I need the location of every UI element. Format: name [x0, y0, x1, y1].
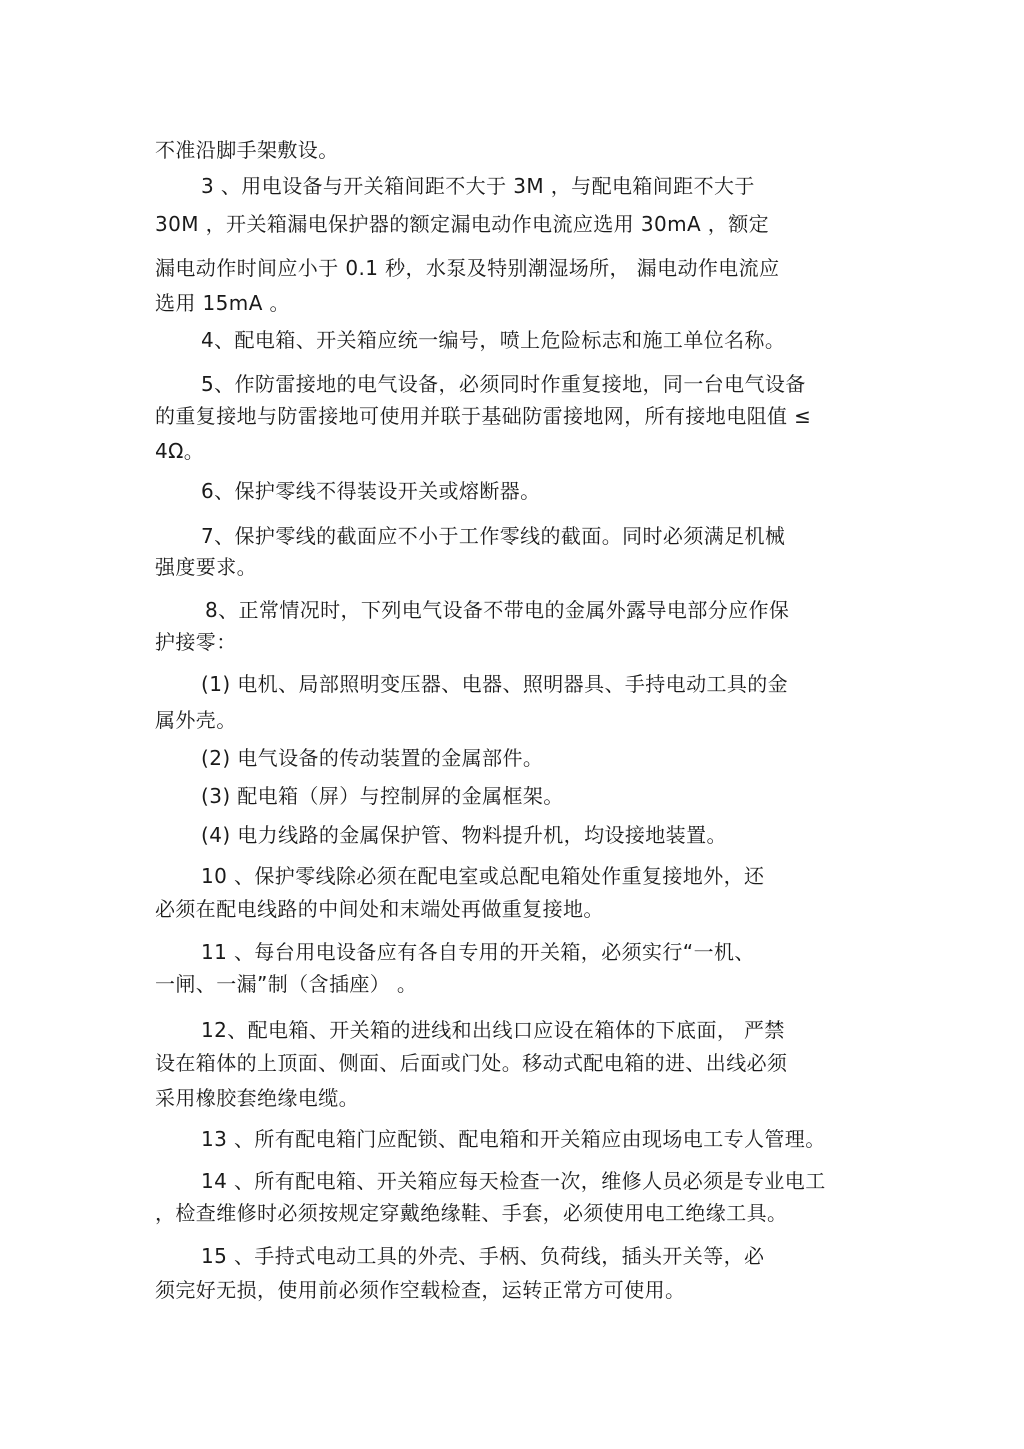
text-line: 护接零： — [155, 630, 237, 654]
subitem-1-line: (1) 电机、局部照明变压器、电器、照明器具、手持电动工具的金 — [201, 672, 789, 696]
subitem-2-line: (2) 电气设备的传动装置的金属部件。 — [201, 746, 544, 770]
text-line: 强度要求。 — [155, 555, 257, 579]
item-4-line: 4、配电箱、开关箱应统一编号，喷上危险标志和施工单位名称。 — [201, 328, 786, 352]
text-line: 选用 15mA 。 — [155, 291, 290, 315]
text-line: 的重复接地与防雷接地可使用并联于基础防雷接地网，所有接地电阻值 ≤ — [155, 404, 812, 428]
text-line: 必须在配电线路的中间处和末端处再做重复接地。 — [155, 897, 604, 921]
text-line: 一闸、一漏”制（含插座） 。 — [155, 972, 418, 996]
text-line: 4Ω。 — [155, 439, 205, 463]
text-line: 须完好无损，使用前必须作空载检查，运转正常方可使用。 — [155, 1278, 686, 1302]
item-5-line: 5、作防雷接地的电气设备，必须同时作重复接地，同一台电气设备 — [201, 372, 806, 396]
item-12-line: 12、配电箱、开关箱的进线和出线口应设在箱体的下底面， 严禁 — [201, 1018, 785, 1042]
text-line: 不准沿脚手架敷设。 — [155, 138, 339, 162]
item-14-line: 14 、所有配电箱、开关箱应每天检查一次，维修人员必须是专业电工 — [201, 1169, 826, 1193]
text-line: 属外壳。 — [155, 708, 237, 732]
item-10-line: 10 、保护零线除必须在配电室或总配电箱处作重复接地外，还 — [201, 864, 765, 888]
item-7-line: 7、保护零线的截面应不小于工作零线的截面。同时必须满足机械 — [201, 524, 786, 548]
text-line: 漏电动作时间应小于 0.1 秒，水泵及特别潮湿场所， 漏电动作电流应 — [155, 256, 780, 280]
item-13-line: 13 、所有配电箱门应配锁、配电箱和开关箱应由现场电工专人管理。 — [201, 1127, 826, 1151]
text-line: 采用橡胶套绝缘电缆。 — [155, 1086, 359, 1110]
subitem-3-line: (3) 配电箱（屏）与控制屏的金属框架。 — [201, 784, 564, 808]
item-6-line: 6、保护零线不得装设开关或熔断器。 — [201, 479, 541, 503]
item-15-line: 15 、手持式电动工具的外壳、手柄、负荷线，插头开关等，必 — [201, 1244, 765, 1268]
item-3-line: 3 、用电设备与开关箱间距不大于 3M ，与配电箱间距不大于 — [201, 174, 755, 198]
text-line: 设在箱体的上顶面、侧面、后面或门处。移动式配电箱的进、出线必须 — [155, 1051, 788, 1075]
item-8-line: 8、正常情况时，下列电气设备不带电的金属外露导电部分应作保 — [205, 598, 790, 622]
subitem-4-line: (4) 电力线路的金属保护管、物料提升机，均设接地装置。 — [201, 823, 727, 847]
item-11-line: 11 、每台用电设备应有各自专用的开关箱，必须实行“一机、 — [201, 940, 755, 964]
text-line: 30M ，开关箱漏电保护器的额定漏电动作电流应选用 30mA ，额定 — [155, 212, 769, 236]
text-line: ，检查维修时必须按规定穿戴绝缘鞋、手套，必须使用电工绝缘工具。 — [155, 1201, 788, 1225]
